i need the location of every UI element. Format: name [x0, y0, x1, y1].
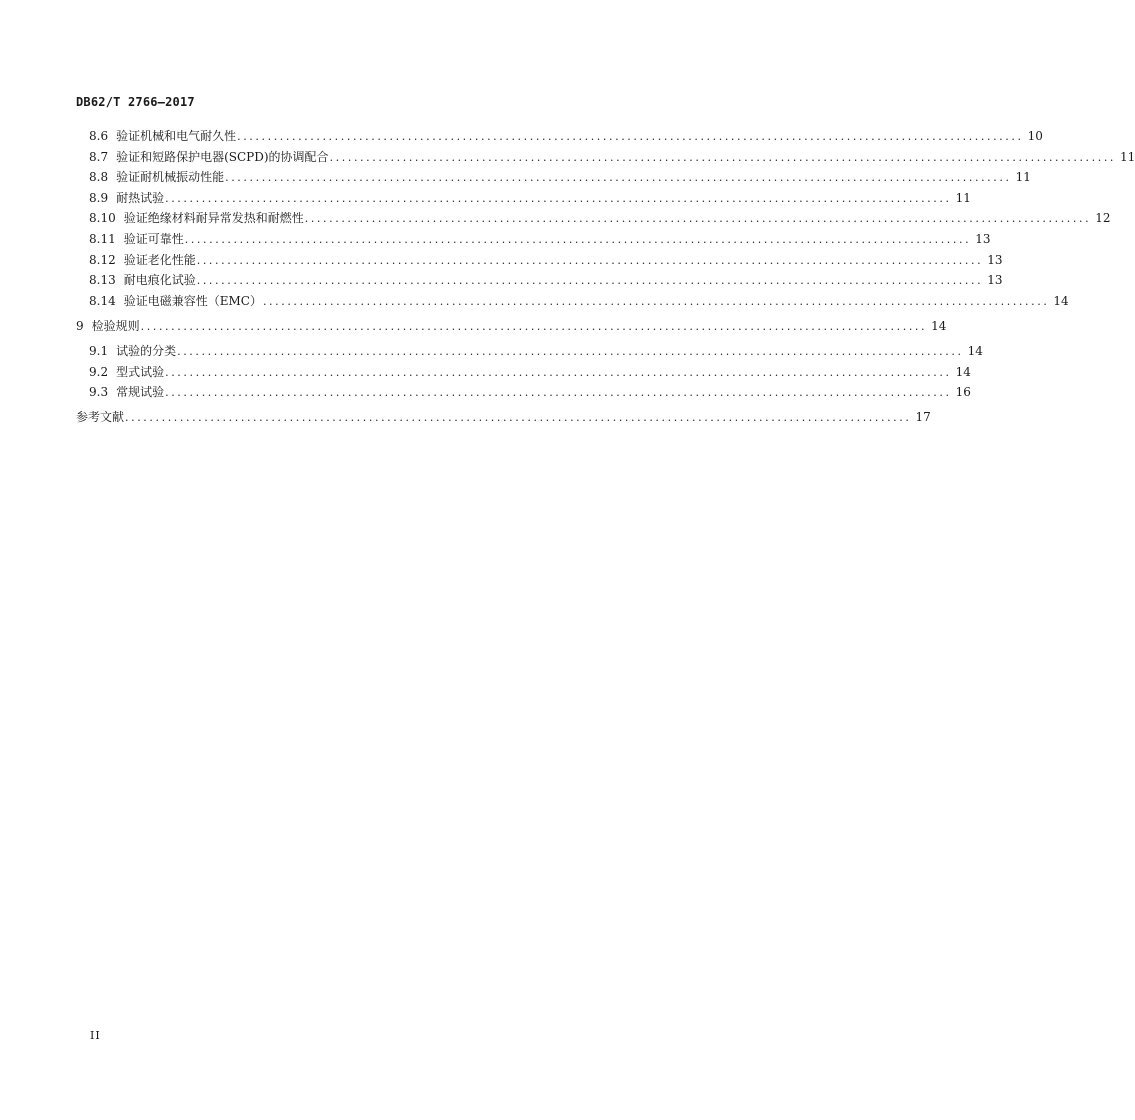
toc-entry-title: 验证老化性能 — [123, 252, 196, 267]
toc-entry-page: 13 — [987, 252, 1003, 267]
toc-entry-page: 10 — [1027, 129, 1043, 143]
toc-entry-number: 9 — [76, 318, 84, 333]
toc-entry-title: 参考文献 — [76, 410, 125, 425]
toc-entry-page: 14 — [1053, 293, 1069, 308]
toc-entry[interactable] — [76, 168, 1031, 189]
toc-dot-leader: ................................................................................................................................. — [184, 232, 972, 246]
toc-entry-number: 9.3 — [89, 385, 109, 400]
toc-entry[interactable] — [76, 189, 971, 210]
toc-entry-page: 13 — [975, 231, 991, 246]
toc-dot-leader: ................................................................................................................................. — [196, 253, 984, 267]
toc-entry-title: 验证和短路保护电器(SCPD)的协调配合 — [116, 149, 329, 164]
toc-entry-number: 8.8 — [89, 170, 109, 185]
toc-entry-title: 验证绝缘材料耐异常发热和耐燃性 — [123, 211, 304, 226]
toc-entry-number: 8.10 — [89, 211, 116, 226]
toc-entry-number: 8.14 — [89, 293, 116, 308]
toc-dot-leader: ................................................................................................................................. — [196, 274, 984, 288]
toc-dot-leader: ................................................................................................................................. — [304, 212, 1092, 226]
toc-entry-page: 14 — [955, 364, 971, 379]
toc-entry-number: 9.2 — [89, 364, 109, 379]
toc-entry-number: 8.9 — [89, 190, 109, 205]
toc-entry-number: 8.11 — [89, 231, 116, 246]
toc-dot-leader: ................................................................................................................................. — [165, 365, 952, 379]
toc-entry[interactable] — [76, 209, 1111, 230]
toc-entry-title: 验证电磁兼容性（EMC） — [123, 293, 262, 308]
toc-entry-page: 12 — [1095, 211, 1111, 226]
toc-entry[interactable] — [76, 292, 1069, 313]
toc-entry-page: 16 — [955, 385, 971, 400]
toc-entry-title: 型式试验 — [116, 364, 165, 379]
toc-entry[interactable] — [76, 408, 931, 429]
toc-entry[interactable] — [76, 317, 947, 338]
toc-entry-number: 8.13 — [89, 273, 116, 288]
toc-entry-page: 11 — [1120, 149, 1135, 164]
page-number: II — [90, 1029, 101, 1042]
document-header: DB62/T 2766—2017 — [76, 95, 195, 109]
toc-entry[interactable] — [76, 383, 971, 404]
toc-entry[interactable] — [76, 148, 1135, 169]
toc-dot-leader: ................................................................................................................................. — [165, 191, 952, 205]
toc-dot-leader: ................................................................................................................................. — [140, 319, 928, 333]
toc-entry-number: 9.1 — [89, 343, 109, 358]
toc-entry[interactable] — [76, 127, 1043, 148]
toc-entry-page: 11 — [955, 190, 971, 205]
toc-entry-title: 验证耐机械振动性能 — [116, 170, 225, 185]
toc-entry-page: 17 — [915, 410, 931, 425]
toc-dot-leader: ................................................................................................................................. — [237, 130, 1024, 143]
toc-dot-leader: ................................................................................................................................. — [125, 411, 912, 425]
toc-entry-title: 检验规则 — [91, 318, 140, 333]
toc-entry-title: 常规试验 — [116, 385, 165, 400]
toc-dot-leader: ................................................................................................................................. — [329, 150, 1117, 164]
toc-entry-page: 13 — [987, 273, 1003, 288]
toc-entry[interactable] — [76, 230, 991, 251]
toc-entry-title: 试验的分类 — [116, 343, 177, 358]
toc-entry[interactable] — [76, 342, 983, 363]
toc-entry-page: 11 — [1015, 170, 1031, 185]
toc-entry-title: 耐电痕化试验 — [123, 273, 196, 288]
toc-entry-page: 14 — [967, 343, 983, 358]
toc-entry-number: 8.7 — [89, 149, 109, 164]
toc-dot-leader: ................................................................................................................................. — [177, 344, 964, 358]
toc-entry-title: 验证可靠性 — [123, 231, 184, 246]
toc-dot-leader: ................................................................................................................................. — [165, 386, 952, 400]
toc-entry-number: 8.12 — [89, 252, 116, 267]
toc-entry[interactable] — [76, 251, 1003, 272]
toc-entry-title: 耐热试验 — [116, 190, 165, 205]
toc-dot-leader: ................................................................................................................................. — [225, 171, 1012, 185]
toc-entry-title: 验证机械和电气耐久性 — [116, 129, 237, 143]
toc-entry[interactable] — [76, 271, 1003, 292]
toc-entry[interactable] — [76, 363, 971, 384]
toc-dot-leader: ................................................................................................................................. — [262, 294, 1050, 308]
toc-entry-page: 14 — [931, 318, 947, 333]
table-of-contents — [76, 127, 1135, 429]
toc-entry-number: 8.6 — [89, 129, 109, 143]
